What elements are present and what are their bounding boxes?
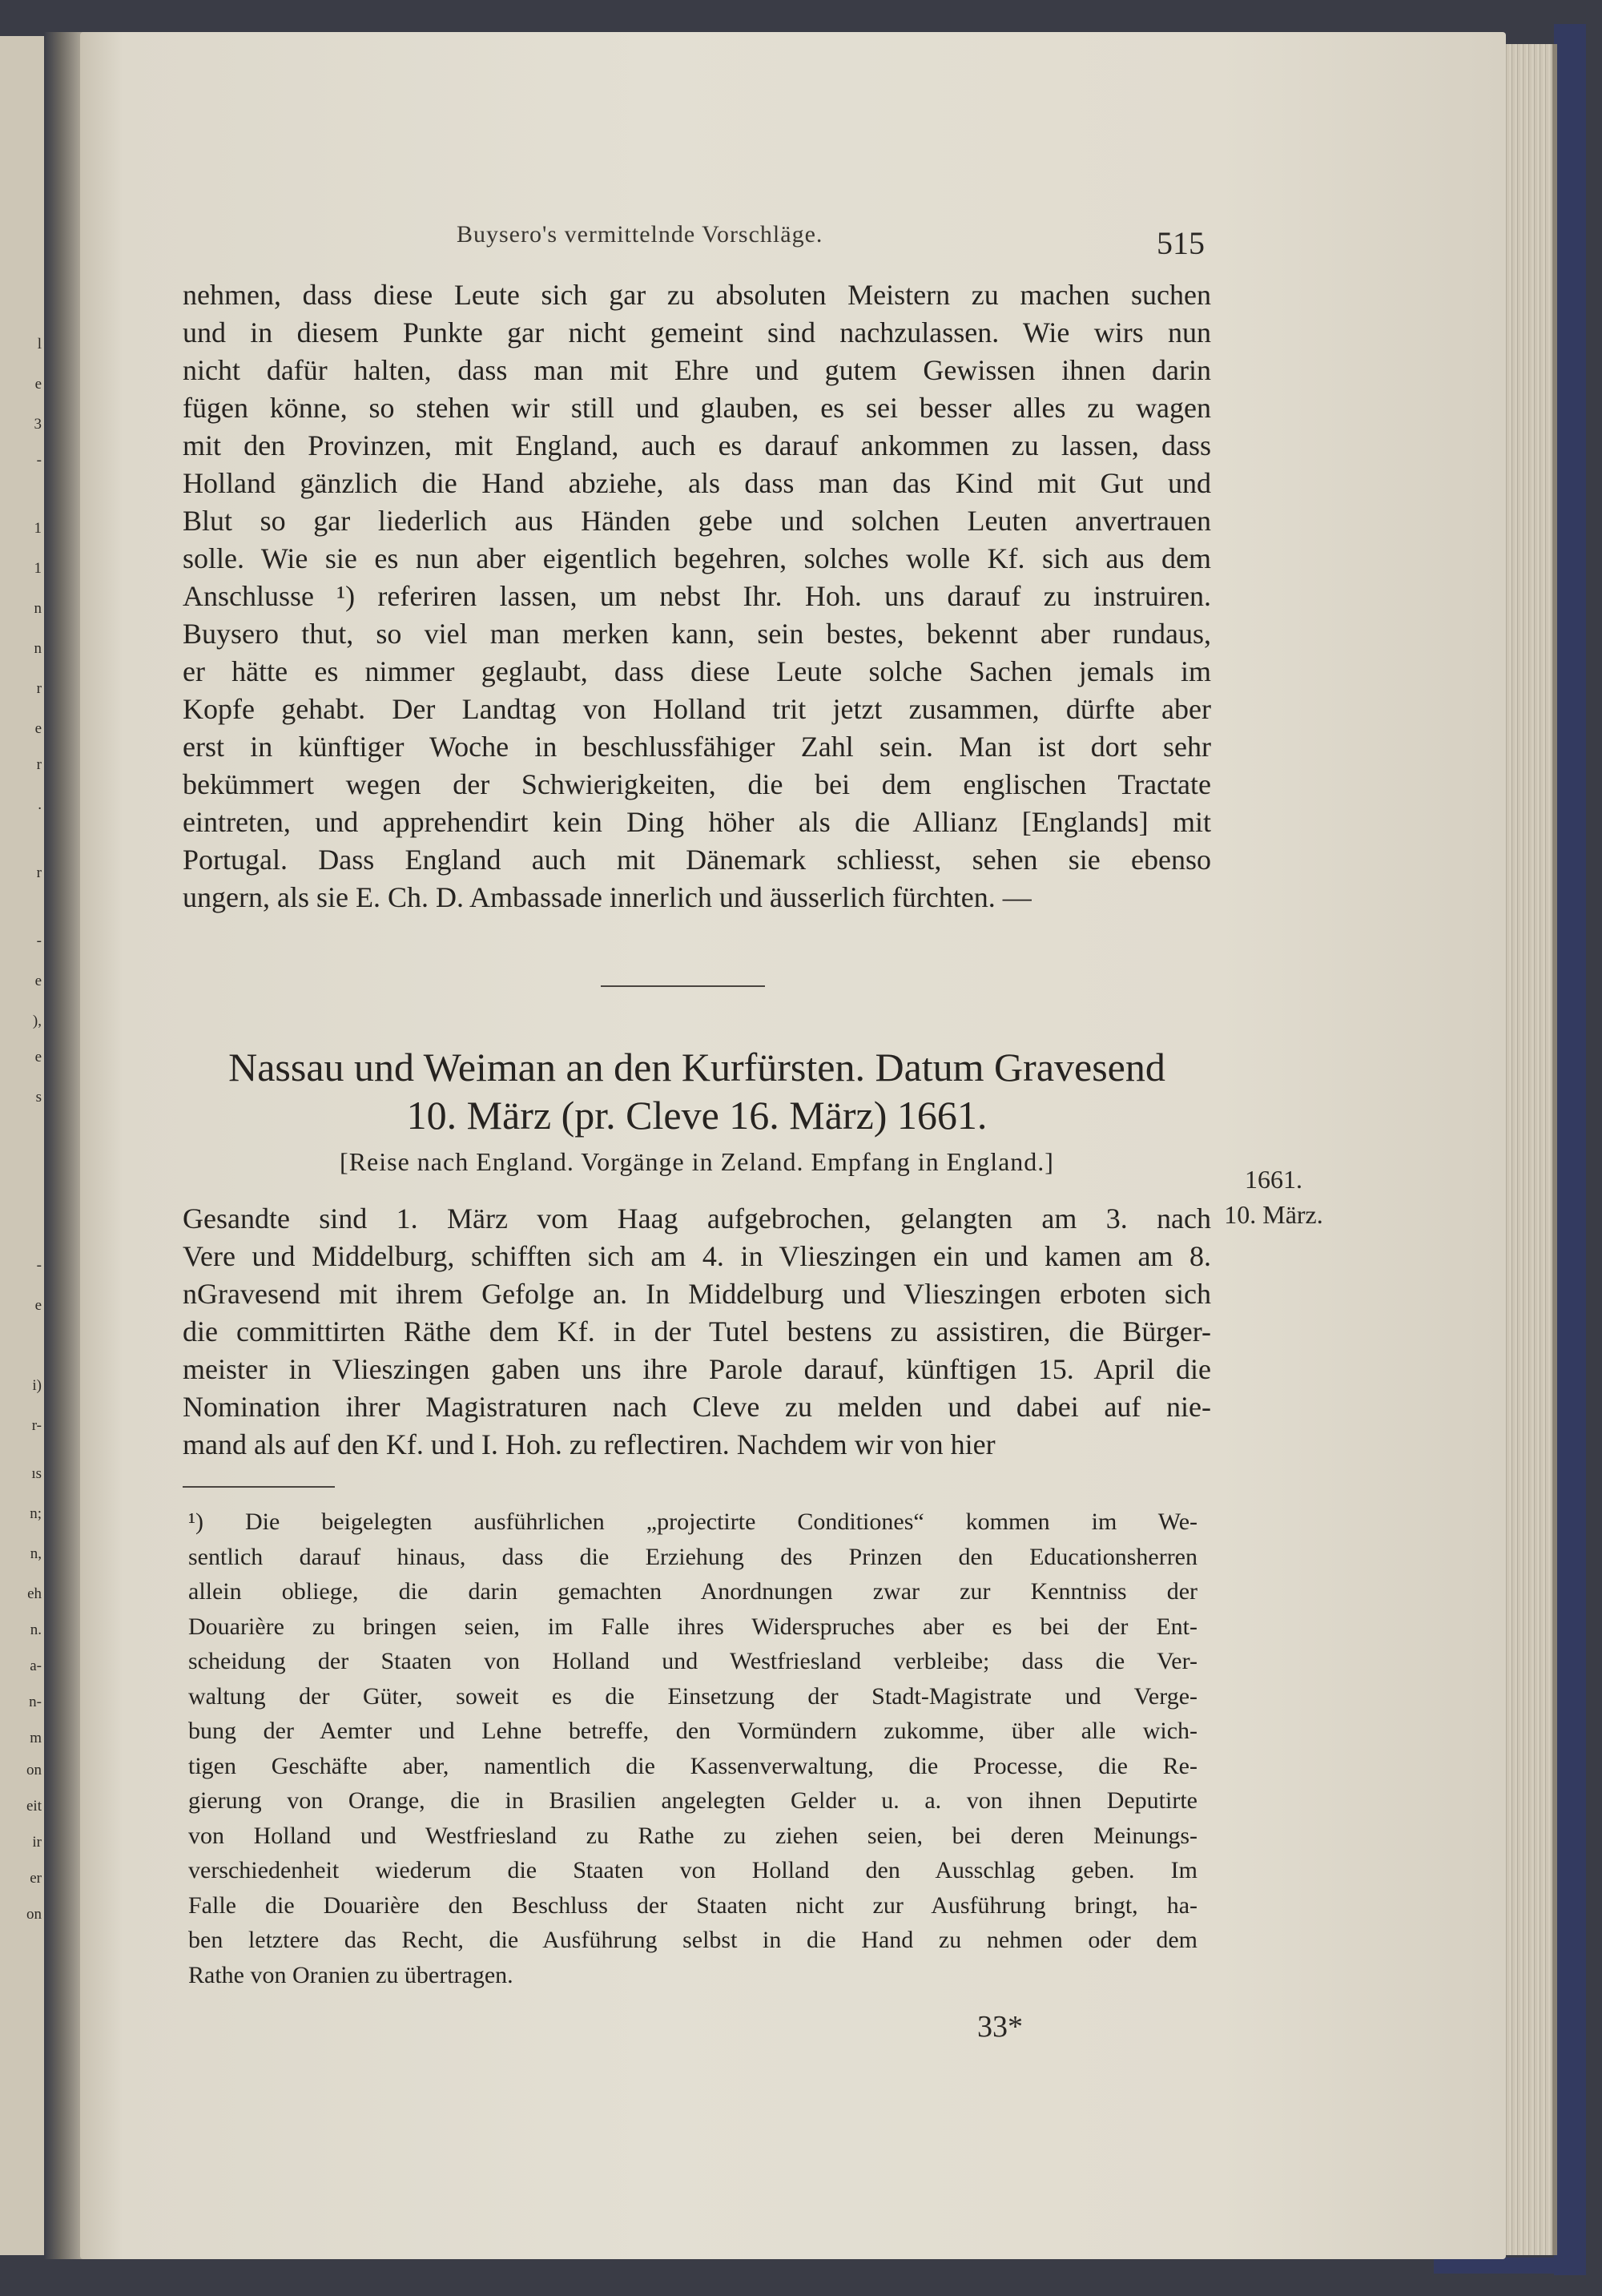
footnote-line: verschiedenheit wiederum die Staaten von Holland den Ausschlag geben. Im [188,1857,1197,1883]
left-page-fragment: on [26,1907,42,1922]
body-line: mit den Provinzen, mit England, auch es darauf ankommen zu lassen, dass [183,429,1211,461]
left-page-fragment: r [36,865,42,880]
section-line: nGravesend mit ihrem Gefolge an. In Middelburg und Vlieszingen erboten sich [183,1278,1211,1310]
left-page-fragment: e [34,721,42,736]
section-text [183,1200,1211,1464]
footnote-line: sentlich darauf hinaus, dass die Erziehung des Prinzen den Educationsherren [188,1543,1197,1570]
footnote-line: scheidung der Staaten von Holland und Westfriesland verbleibe; dass die Ver- [188,1648,1197,1674]
left-page-fragment: ), [32,1013,42,1029]
section-heading-line-2: 10. März (pr. Cleve 16. März) 1661. [406,1093,988,1138]
book-cover-bottom [1434,2258,1586,2274]
running-head: Buysero's vermittelnde Vorschläge. [457,221,823,248]
left-page-fragment: r- [31,1418,42,1433]
page-number: 515 [1157,225,1205,261]
left-page-fragment: n, [30,1546,42,1561]
left-page-fragment: l [37,336,42,352]
margin-year: 1661. [1245,1165,1302,1194]
body-line: fügen könne, so stehen wir still und glauben, es sei besser alles zu wagen [183,392,1211,424]
section-line: Gesandte sind 1. März vom Haag aufgebrochen, gelangten am 3. nach [183,1202,1211,1235]
footnote-line: gierung von Orange, die in Brasilien angelegten Gelder u. a. von ihnen Deputirte [188,1787,1197,1814]
left-page-fragment: e [34,973,42,989]
section-line: die committirten Räthe dem Kf. in der Tutel bestens zu assistiren, die Bürger- [183,1315,1211,1347]
left-page-edge [0,36,46,2255]
footnote-line: allein obliege, die darin gemachten Anordnungen zwar zur Kenntniss der [188,1578,1197,1605]
left-page-fragment: er [30,1871,42,1886]
body-text [183,276,1211,916]
left-page-fragment: eit [26,1799,42,1814]
footnote-line: ¹) Die beigelegten ausführlichen „projectirte Conditiones“ kommen im We- [188,1509,1197,1535]
body-line: Portugal. Dass England auch mit Dänemark schliesst, sehen sie ebenso [183,844,1211,876]
left-page-fragment: s [35,1090,42,1105]
left-page-fragment: e [34,1049,42,1065]
body-line: Kopfe gehabt. Der Landtag von Holland trit jetzt zusammen, dürfte aber [183,693,1211,725]
body-line: nicht dafür halten, dass man mit Ehre und gutem Gewissen ihnen darin [183,354,1211,386]
left-page-fragment: n- [29,1694,42,1710]
body-line: solle. Wie sie es nun aber eigentlich begehren, solches wolle Kf. sich aus dem [183,542,1211,574]
left-page-fragment: ıs [31,1466,42,1481]
section-heading [183,1043,1211,1139]
left-page-fragment: n; [30,1506,42,1521]
left-page-fragment: - [36,933,42,949]
body-line: Anschlusse ¹) referiren lassen, um nebst Ihr. Hoh. uns darauf zu instruiren. [183,580,1211,612]
left-page-fragment: e [34,1298,42,1313]
footnote-line: Douarière zu bringen seien, im Falle ihres Widerspruches aber es bei der Ent- [188,1613,1197,1640]
section-line: Vere und Middelburg, schifften sich am 4. in Vlieszingen ein und kamen am 8. [183,1240,1211,1272]
left-page-fragment: r [36,681,42,696]
footnote-text [188,1504,1197,1992]
section-divider [601,985,765,987]
book-cover [1554,24,1586,2275]
body-line: Holland gänzlich die Hand abziehe, als dass man das Kind mit Gut und [183,467,1211,499]
left-page-fragment: 3 [34,417,42,432]
left-page-fragment: on [26,1762,42,1778]
left-page-fragment: - [36,1258,42,1273]
body-line: er hätte es nimmer geglaubt, dass diese Leute solche Sachen jemals im [183,655,1211,687]
section-subheading: [Reise nach England. Vorgänge in Zeland. Empfang in England.] [340,1147,1054,1176]
section-line: Nomination ihrer Magistraturen nach Cleve zu melden und dabei auf nie- [183,1391,1211,1423]
body-line: Blut so gar liederlich aus Händen gebe und solchen Leuten anvertrauen [183,505,1211,537]
margin-date-note [1210,1162,1338,1232]
left-page-fragment: - [36,453,42,468]
left-page-fragment: 1 [34,561,42,576]
footnote-line: Falle die Douarière den Beschluss der Staaten nicht zur Ausführung bringt, ha- [188,1891,1197,1919]
left-page-fragment: r [36,757,42,772]
body-line: und in diesem Punkte gar nicht gemeint sind nachzulassen. Wie wirs nun [183,316,1211,348]
body-line: eintreten, und apprehendirt kein Ding höher als die Allianz [Englands] mit [183,806,1211,838]
left-page-fragment: a- [30,1658,42,1674]
footnote-line: tigen Geschäfte aber, namentlich die Kassenverwaltung, die Processe, die Re- [188,1752,1197,1779]
body-line: bekümmert wegen der Schwierigkeiten, die bei dem englischen Tractate [183,768,1211,800]
body-line: Buysero thut, so viel man merken kann, sein bestes, bekennt aber rundaus, [183,618,1211,650]
footnote-line: von Holland und Westfriesland zu Rathe zu ziehen seien, bei deren Meinungs- [188,1822,1197,1849]
section-heading-line-1: Nassau und Weiman an den Kurfürsten. Datum Gravesend [228,1045,1165,1090]
footnote-line: waltung der Güter, soweit es die Einsetzung der Stadt-Magistrate und Verge- [188,1682,1197,1710]
signature-mark: 33* [977,2010,1023,2044]
left-page-fragment: e [34,377,42,392]
left-page-fragment: . [38,797,42,812]
margin-date: 10. März. [1224,1200,1323,1229]
section-line: meister in Vlieszingen gaben uns ihre Parole darauf, künftigen 15. April die [183,1353,1211,1385]
body-line: erst in künftiger Woche in beschlussfähiger Zahl sein. Man ist dort sehr [183,731,1211,763]
left-page-fragment: eh [27,1586,42,1601]
footnote-line: Rathe von Oranien zu übertragen. [188,1961,513,1988]
left-page-fragment: n. [30,1622,42,1637]
footnote-divider [183,1486,335,1488]
left-page-fragment: ir [32,1835,42,1850]
left-page-fragment: n [34,601,42,616]
footnote-line: ben letztere das Recht, die Ausführung selbst in die Hand zu nehmen oder dem [188,1927,1197,1953]
section-line: mand als auf den Kf. und I. Hoh. zu reflectiren. Nachdem wir von hier [183,1428,996,1460]
book-page [80,32,1506,2259]
page-stack-edge [1498,44,1557,2255]
body-line: ungern, als sie E. Ch. D. Ambassade innerlich und äusserlich fürchten. — [183,881,1032,913]
footnote-line: bung der Aemter und Lehne betreffe, den Vormündern zukomme, über alle wich- [188,1718,1197,1744]
left-page-fragment: n [34,641,42,656]
left-page-fragment: i) [32,1378,42,1393]
body-line: nehmen, dass diese Leute sich gar zu absoluten Meistern zu machen suchen [183,279,1211,311]
left-page-fragment: m [30,1730,42,1746]
left-page-fragment: 1 [34,521,42,536]
